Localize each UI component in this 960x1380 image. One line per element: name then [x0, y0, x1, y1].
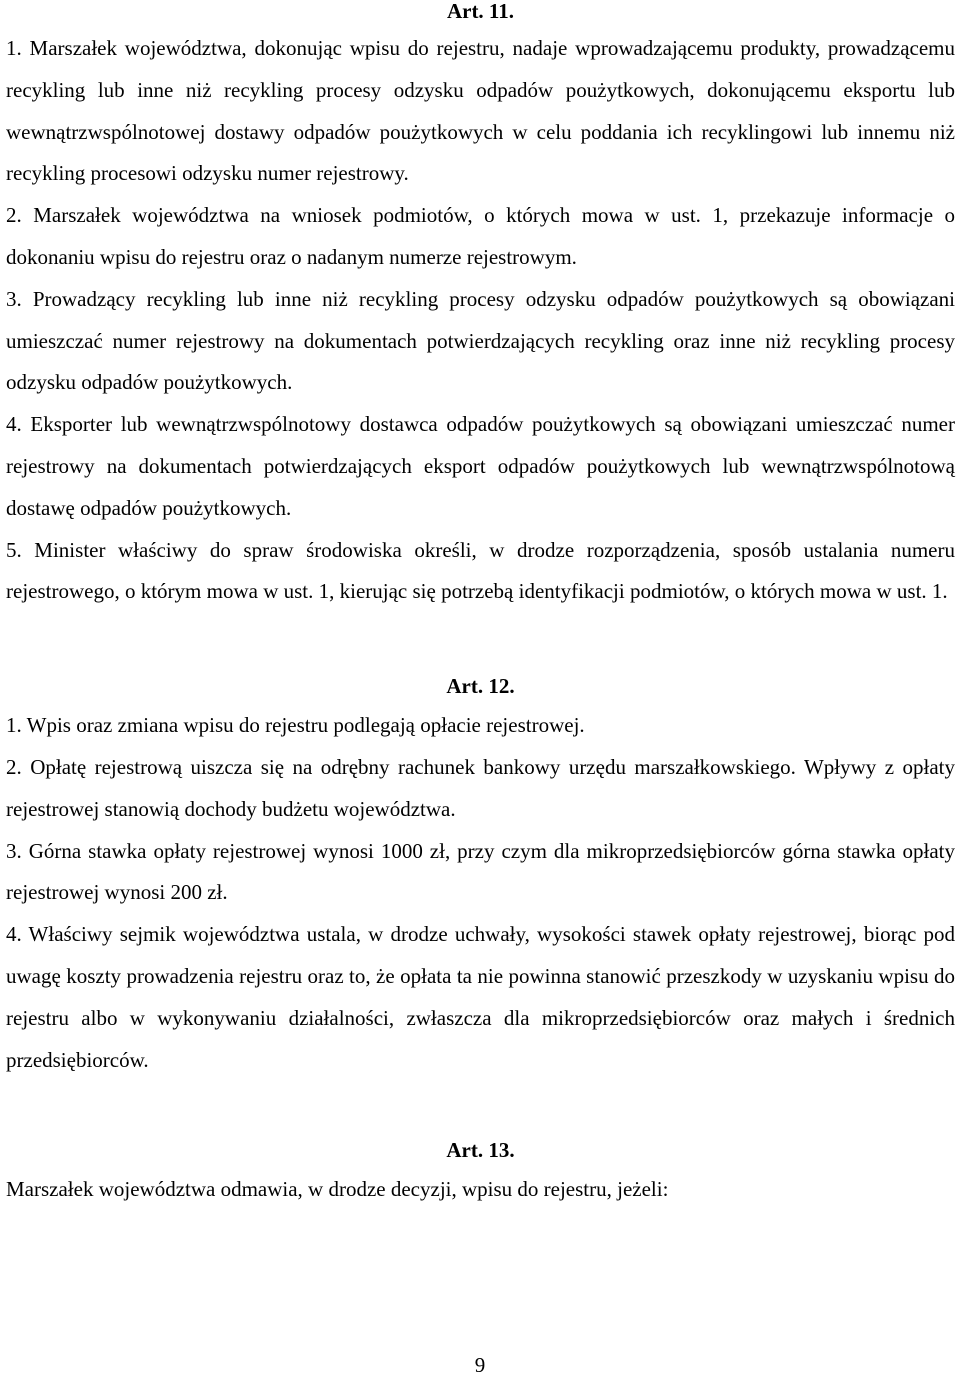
article-11-paragraph-2: 2. Marszałek województwa na wniosek podmiotów, o których mowa w ust. 1, przekazuje informacje o dokonaniu wpisu do rejestru oraz o nadanym numerze rejestrowym. — [6, 203, 955, 269]
article-11-paragraph-3: 3. Prowadzący recykling lub inne niż recykling procesy odzysku odpadów poużytkowych są obowiązani umieszczać numer rejestrowy na dokumentach potwierdzających recykling oraz inne niż recykling procesy odzysku odpadów poużytkowych. — [6, 286, 955, 395]
article-13-heading: Art. 13. — [446, 1138, 515, 1163]
article-11-heading: Art. 11. — [446, 0, 515, 23]
article-13-body — [6, 1169, 955, 1211]
article-11-body — [6, 28, 955, 613]
article-12-paragraph-2: 2. Opłatę rejestrową uiszcza się na odrębny rachunek bankowy urzędu marszałkowskiego. Wpływy z opłaty rejestrowej stanowią dochody budżetu województwa. — [6, 754, 955, 821]
article-12-body — [6, 705, 955, 1081]
article-11-paragraph-5: 5. Minister właściwy do spraw środowiska określi, w drodze rozporządzenia, sposób ustalania numeru rejestrowego, o którym mowa w ust. 1, kierując się potrzebą identyfikacji podmiotów, o których mowa w ust. 1. — [6, 537, 955, 604]
article-12-paragraph-1: 1. Wpis oraz zmiana wpisu do rejestru podlegają opłacie rejestrowej. — [6, 713, 585, 738]
article-11-paragraph-4: 4. Eksporter lub wewnątrzwspólnotowy dostawca odpadów poużytkowych są obowiązani umieszczać numer rejestrowy na dokumentach potwierdzających eksport odpadów poużytkowych lub wewnątrzwspólnotową dostawę odpadów poużytkowych. — [6, 412, 955, 520]
article-12-paragraph-3: 3. Górna stawka opłaty rejestrowej wynosi 1000 zł, przy czym dla mikroprzedsiębiorców górna stawka opłaty rejestrowej wynosi 200 zł. — [6, 838, 955, 905]
page-number: 9 — [474, 1353, 486, 1377]
article-13-paragraph-1: Marszałek województwa odmawia, w drodze decyzji, wpisu do rejestru, jeżeli: — [6, 1177, 669, 1202]
document-page — [6, 0, 955, 1211]
article-11-paragraph-1: 1. Marszałek województwa, dokonując wpisu do rejestru, nadaje wprowadzającemu produkty, prowadzącemu recykling lub inne niż recykling procesy odzysku odpadów poużytkowych, dokonującemu eksportu lub wewnątrzwspólnotowej dostawy odpadów poużytkowych w celu poddania ich recyklingowi lub innemu niż recykling procesowi odzysku numer rejestrowy. — [6, 36, 955, 186]
article-12-heading: Art. 12. — [446, 674, 515, 699]
article-12-paragraph-4: 4. Właściwy sejmik województwa ustala, w drodze uchwały, wysokości stawek opłaty rejestrowej, biorąc pod uwagę koszty prowadzenia rejestru oraz to, że opłata ta nie powinna stanowić przeszkody w uzyskaniu wpisu do rejestru albo w wykonywaniu działalności, zwłaszcza dla mikroprzedsiębiorców oraz małych i średnich przedsiębiorców. — [6, 922, 955, 1072]
